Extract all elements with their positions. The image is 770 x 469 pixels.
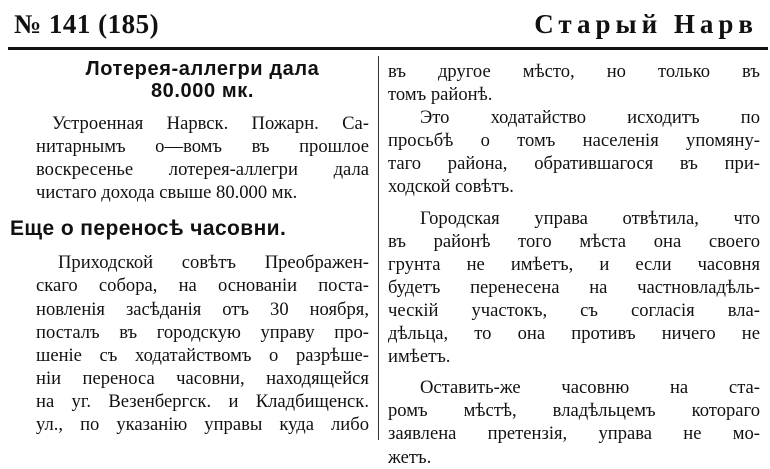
text-line: въ другое мѣсто, но только въ xyxy=(388,61,760,82)
text-line: Приходской совѣтъ Преображен- xyxy=(58,252,369,274)
chapel-headline xyxy=(10,218,369,240)
text-line: чистаго дохода свыше 80.000 мк. xyxy=(36,182,298,204)
newspaper-title: Старый Нарв xyxy=(534,9,758,39)
text-line: просьбѣ о томъ населенiя упомяну- xyxy=(388,130,760,152)
lottery-paragraph xyxy=(36,112,369,204)
text-line: дѣльца, то она противъ ничего не xyxy=(388,323,760,345)
text-line: Это ходатайство исходитъ по xyxy=(420,107,760,129)
chapel-paragraph-continued xyxy=(388,60,760,106)
text-line: нитарнымъ о—вомъ въ прошлое xyxy=(36,136,369,158)
issue-number: № 141 (185) xyxy=(14,9,160,39)
text-line: таго района, обратившагося въ при- xyxy=(388,153,760,175)
article-chapel xyxy=(10,217,369,436)
text-line: шенiе съ ходатайствомъ о разрѣше- xyxy=(36,344,369,366)
text-line: Оставить-же часовню на ста- xyxy=(420,377,760,399)
chapel-paragraph xyxy=(388,106,760,198)
headline-line: Еще о переносѣ часовни. xyxy=(10,217,287,241)
text-line: ромъ мѣстѣ, владѣльцемъ котораго xyxy=(388,400,760,422)
chapel-paragraph xyxy=(388,376,760,468)
headline-line: Лотерея-аллегри дала xyxy=(85,58,320,80)
text-line: ул., по указанiю управы куда либо xyxy=(36,414,369,436)
text-line: на уг. Везенбергск. и Кладбищенск. xyxy=(36,390,369,412)
chapel-paragraph xyxy=(388,207,760,369)
text-line: посталъ въ городскую управу про- xyxy=(36,321,369,343)
left-column xyxy=(10,58,369,436)
chapel-paragraph xyxy=(36,251,369,436)
text-line: Устроенная Нарвск. Пожарн. Са- xyxy=(52,113,369,134)
masthead xyxy=(0,0,770,46)
text-line: ческiй участокъ, съ согласiя вла- xyxy=(388,299,760,321)
masthead-rule xyxy=(8,47,768,50)
right-column xyxy=(388,60,760,469)
text-line: ходской совѣтъ. xyxy=(388,176,514,198)
column-divider xyxy=(378,56,379,440)
text-line: скаго собора, на основанiи поста- xyxy=(36,275,369,297)
headline-line: 80.000 мк. xyxy=(150,80,255,102)
text-line: жетъ. xyxy=(388,446,432,468)
text-line: заявлена претензiя, управа не мо- xyxy=(388,423,760,445)
text-line: будетъ перенесена на частновладѣль- xyxy=(388,276,760,298)
text-line: воскресенье лотерея-аллегри дала xyxy=(36,159,369,181)
text-line: томъ районѣ. xyxy=(388,84,493,106)
text-line: нiи переноса часовни, находящейся xyxy=(36,367,369,389)
text-line: имѣетъ. xyxy=(388,346,451,368)
lottery-headline xyxy=(36,58,369,102)
text-line: грунта не имѣетъ, и если часовня xyxy=(388,253,760,275)
article-lottery xyxy=(36,58,369,204)
text-line: Городская управа отвѣтила, что xyxy=(420,207,760,229)
text-line: новленiя засѣданiя отъ 30 ноября, xyxy=(36,298,369,320)
text-line: въ районѣ того мѣста она своего xyxy=(388,230,760,252)
